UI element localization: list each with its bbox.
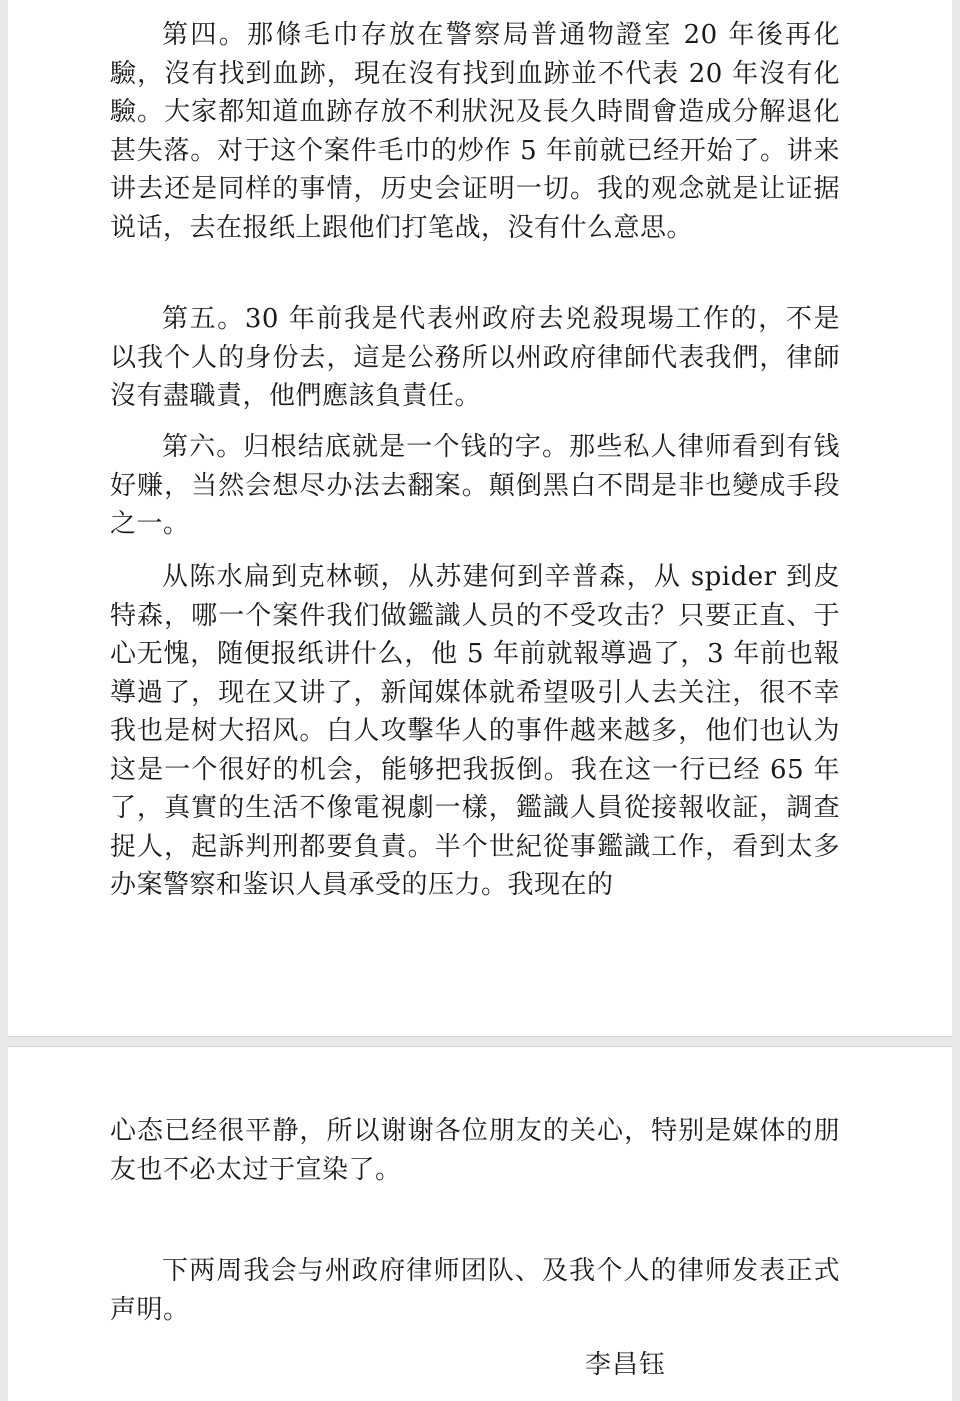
paragraph-continuation: 心态已经很平静，所以谢谢各位朋友的关心，特别是媒体的朋友也不必太过于宣染了。 <box>110 1116 840 1185</box>
paragraph-point-six: 第六。归根结底就是一个钱的字。那些私人律师看到有钱好赚，当然会想尽办法去翻案。顛倒黑白不問是非也變成手段之一。 <box>110 432 840 539</box>
paragraph-point-four: 第四。那條毛巾存放在警察局普通物證室 20 年後再化驗，沒有找到血跡，現在沒有找到血跡並不代表 20 年沒有化驗。大家都知道血跡存放不利狀況及長久時間會造成分解退化甚失落。对于这个案件毛巾的炒作 5 年前就已经开始了。讲来讲去还是同样的事情，历史会证明一切。我的观念就是让证据说话，去在报纸上跟他们打笔战，没有什么意思。 <box>110 20 840 243</box>
document-page-2 <box>8 1046 952 1401</box>
signature: 李昌钰 <box>585 1350 667 1380</box>
paragraph-point-five: 第五。30 年前我是代表州政府去兇殺現場工作的，不是以我个人的身份去，這是公務所以州政府律師代表我們，律師沒有盡職責，他們應該負責任。 <box>110 304 840 411</box>
paragraph-announcement: 下两周我会与州政府律师团队、及我个人的律师发表正式声明。 <box>110 1256 840 1325</box>
paragraph-cases: 从陈水扁到克林顿，从苏建何到辛普森，从 spider 到皮特森，哪一个案件我们做鑑識人员的不受攻击？只要正直、于心无愧，随便报纸讲什么，他 5 年前就報導過了，3 年前也報導過了，现在又讲了，新闻媒体就希望吸引人去关注，很不幸我也是树大招风。白人攻擊华人的事件越来越多，他们也认为这是一个很好的机会，能够把我扳倒。我在这一行已经 65 年了，真實的生活不像電視劇一樣，鑑識人員從接報收証，調查捉人，起訴判刑都要負責。半个世紀從事鑑識工作，看到太多办案警察和鉴识人員承受的压力。我现在的 <box>110 562 840 900</box>
